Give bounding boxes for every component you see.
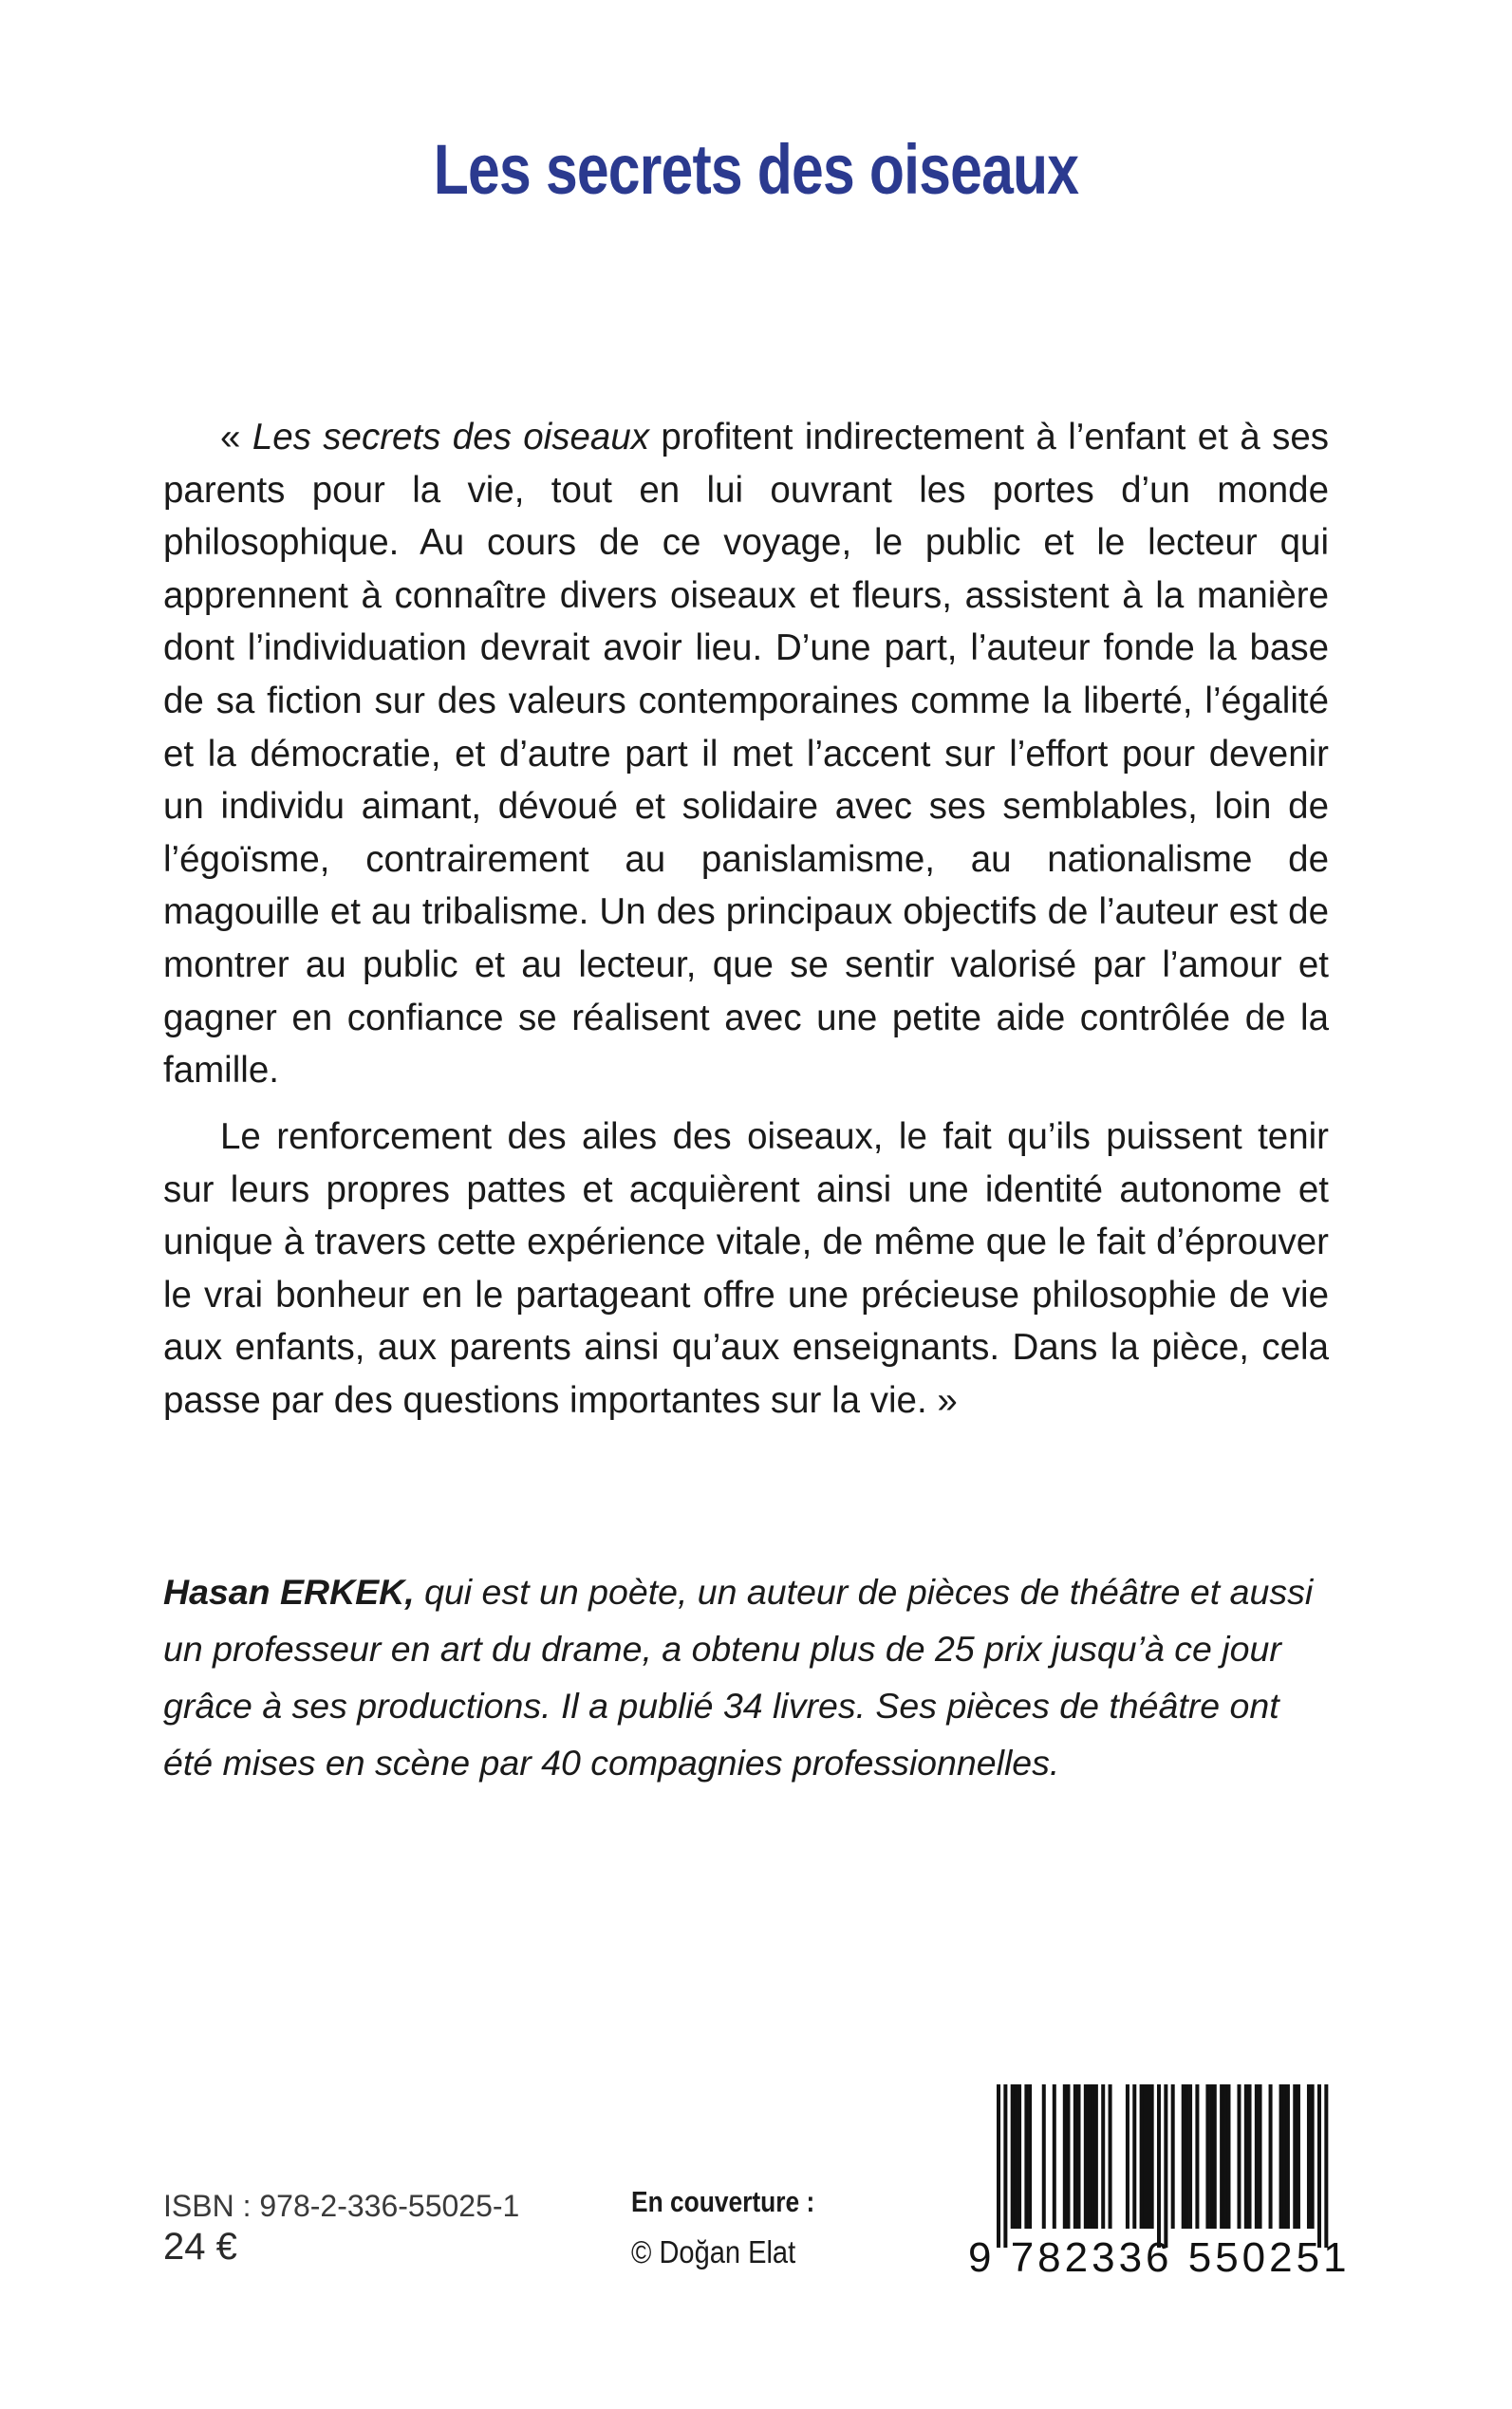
barcode-bar [1132, 2084, 1136, 2229]
barcode-bar [1094, 2084, 1098, 2229]
barcode-bar [997, 2084, 1000, 2248]
barcode-bar [1143, 2084, 1147, 2229]
barcode-bar [1307, 2084, 1311, 2229]
barcode-bar [1244, 2084, 1248, 2229]
barcode-bar [1213, 2084, 1217, 2229]
blurb-paragraph-2: Le renforcement des ailes des oiseaux, le fait qu’ils puissent tenir sur leurs propres pattes et acquièrent ainsi une identité autonome et unique à travers cette expérience vitale, de même que le fait d’éprouver le vrai bonheur en le partageant offre une précieuse philosophie de vie aux enfants, aux parents ainsi qu’aux enseignants. Dans la pièce, cela passe par des questions importantes sur la vie. » [163, 1116, 1329, 1421]
author-bio-text: qui est un poète, un auteur de pièces de théâtre et aussi un professeur en art du drame, a obtenu plus de 25 prix jusqu’à ce jour grâce à ses productions. Il a publié 34 livres. Ses pièces de théâtre ont été mises en scène par 40 compagnies professionnelles. [163, 1572, 1314, 1783]
author-bio [163, 1563, 1329, 1791]
barcode-bar [1223, 2084, 1227, 2229]
barcode-bar [1024, 2084, 1028, 2229]
barcode-bar [1150, 2084, 1154, 2229]
barcode-bar [1282, 2084, 1286, 2229]
barcode-bar [1126, 2084, 1129, 2229]
barcode-bar [1011, 2084, 1015, 2229]
barcode-bar [1171, 2084, 1175, 2229]
barcode-bar [1286, 2084, 1290, 2229]
barcode-bar [1259, 2084, 1262, 2229]
barcode-bar [1088, 2084, 1092, 2229]
barcode-bar [1063, 2084, 1067, 2229]
barcode-bar [1084, 2084, 1088, 2229]
barcode-bar [1311, 2084, 1315, 2229]
barcode-bar [1293, 2084, 1297, 2229]
barcode-bar [1195, 2084, 1199, 2229]
cover-credit: © Doğan Elat [631, 2234, 796, 2269]
barcode-bar [1014, 2084, 1017, 2229]
barcode-bar [1147, 2084, 1150, 2229]
isbn-number: ISBN : 978-2-336-55025-1 [163, 2189, 520, 2223]
barcode-bar [1028, 2084, 1032, 2229]
barcode-bar [1226, 2084, 1230, 2229]
barcode-bar [1324, 2084, 1328, 2248]
book-title: Les secrets des oiseaux [433, 130, 1079, 209]
barcode-bar [1140, 2084, 1144, 2229]
barcode-bar [1188, 2084, 1192, 2229]
barcode-bar [1091, 2084, 1094, 2229]
barcode-digits: 9 782336 550251 [968, 2234, 1351, 2281]
barcode-bar [1101, 2084, 1105, 2229]
barcode-bar [1209, 2084, 1213, 2229]
blurb-paragraph-1 [163, 411, 1329, 1097]
barcode-bar [1269, 2084, 1273, 2229]
opening-quote: « [220, 417, 252, 458]
barcode-bar [1317, 2084, 1321, 2248]
author-name: Hasan ERKEK, [163, 1572, 415, 1612]
barcode-bar [1076, 2084, 1080, 2229]
barcode-bar [1237, 2084, 1241, 2229]
barcode-bar [1066, 2084, 1070, 2229]
barcode-bar [1073, 2084, 1077, 2229]
barcode-bar [1164, 2084, 1167, 2248]
barcode-bar [1003, 2084, 1007, 2248]
price-label: 24 € [163, 2226, 237, 2268]
barcode-bar [1255, 2084, 1259, 2229]
barcode-bar [1182, 2084, 1185, 2229]
barcode-bar [1042, 2084, 1046, 2229]
cover-credit-label: En couverture : [631, 2185, 815, 2218]
barcode-bar [1109, 2084, 1112, 2229]
barcode-bar [1297, 2084, 1300, 2229]
barcode-bar [1248, 2084, 1252, 2229]
barcode-bar [1279, 2084, 1283, 2229]
barcode-bar [1157, 2084, 1161, 2248]
blurb-paragraph-1-text: profitent indirectement à l’enfant et à ses parents pour la vie, tout en lui ouvrant les portes d’un monde philosophique. Au cours de ce voyage, le public et le lecteur qui apprennent à connaître divers oiseaux et fleurs, assistent à la manière dont l’individuation devrait avoir lieu. D’une part, l’auteur fonde la base de sa fiction sur des valeurs contemporaines comme la liberté, l’égalité et la démocratie, et d’autre part il met l’accent sur l’effort pour devenir un individu aimant, dévoué et solidaire avec ses semblables, loin de l’égoïsme, contrairement au panislamisme, au nationalisme de magouille et au tribalisme. Un des principaux objectifs de l’auteur est de montrer au public et au lecteur, que se sentir valorisé par l’amour et gagner en confiance se réalisent avec une petite aide contrôlée de la famille. [163, 417, 1330, 1092]
barcode-bar [1220, 2084, 1223, 2229]
barcode-bar [1185, 2084, 1188, 2229]
book-title-italic: Les secrets des oiseaux [252, 417, 649, 458]
barcode-bar [1017, 2084, 1021, 2229]
barcode-bar [1053, 2084, 1056, 2229]
barcode-bar [1205, 2084, 1209, 2229]
